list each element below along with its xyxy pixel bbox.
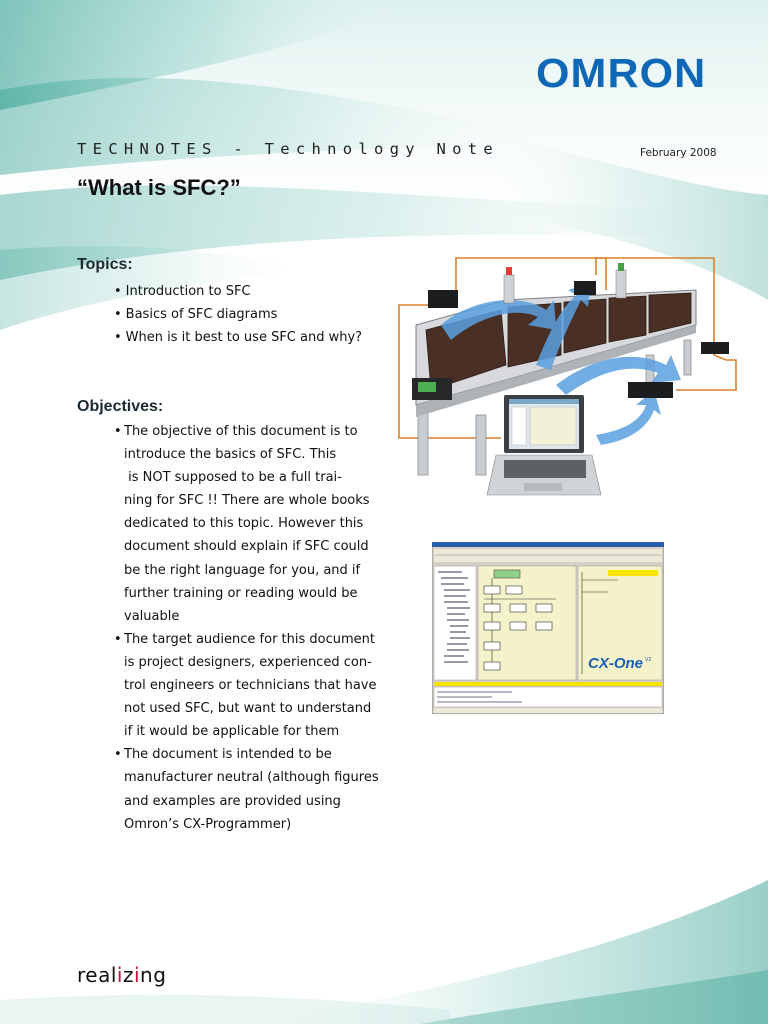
tagline-part: ng	[140, 963, 167, 987]
objective-line: manufacturer neutral (although figures	[124, 770, 379, 786]
objectives-list	[114, 420, 404, 836]
objective-line: introduce the basics of SFC. This	[124, 447, 337, 463]
topic-item: • Introduction to SFC	[114, 280, 362, 303]
realizing-tagline	[77, 963, 166, 987]
topics-list	[114, 280, 362, 349]
objective-item	[114, 420, 404, 628]
tagline-part: z	[122, 963, 134, 987]
bullet-dot: •	[114, 631, 122, 647]
objective-line: valuable	[124, 608, 180, 624]
objective-line: ning for SFC !! There are whole books	[124, 493, 370, 509]
tagline-accent: i	[116, 963, 123, 987]
document-title: “What is SFC?”	[77, 175, 241, 200]
bullet-dot: •	[114, 747, 122, 763]
conveyor-machine-illustration	[396, 255, 746, 505]
objective-line: if it would be applicable for them	[124, 724, 340, 740]
objective-line: not used SFC, but want to understand	[124, 701, 372, 717]
laptop-icon	[487, 395, 601, 495]
cx-one-version: V2	[645, 657, 652, 663]
objective-line: Omron’s CX-Programmer)	[124, 816, 292, 832]
objective-line: document should explain if SFC could	[124, 539, 369, 555]
objective-line: and examples are provided using	[124, 793, 341, 809]
objective-line: dedicated to this topic. However this	[124, 516, 364, 532]
topic-item: • When is it best to use SFC and why?	[114, 326, 362, 349]
topics-heading: Topics:	[77, 256, 133, 273]
objective-line: be the right language for you, and if	[124, 562, 361, 578]
objective-line: is project designers, experienced con-	[124, 654, 372, 670]
bullet-dot: •	[114, 424, 122, 439]
objective-line: trol engineers or technicians that have	[124, 678, 377, 694]
objective-line: The objective of this document is to	[124, 424, 358, 439]
topic-item: • Basics of SFC diagrams	[114, 303, 362, 326]
objective-item	[114, 743, 404, 835]
technote-series-title: TECHNOTES - Technology Note	[77, 140, 500, 158]
omron-logo: OMRON	[536, 50, 707, 96]
objective-line: The document is intended to be	[124, 747, 332, 763]
cx-one-screenshot	[432, 542, 664, 714]
objective-line: further training or reading would be	[124, 585, 358, 601]
cx-one-logo: CX-One	[588, 655, 644, 672]
tagline-accent: i	[133, 963, 141, 987]
objective-line: is NOT supposed to be a full trai-	[124, 470, 342, 486]
objective-line: The target audience for this document	[124, 631, 376, 647]
tagline-part: real	[77, 963, 117, 987]
objectives-heading: Objectives:	[77, 398, 164, 415]
document-date: February 2008	[640, 147, 717, 159]
objective-item	[114, 628, 404, 743]
